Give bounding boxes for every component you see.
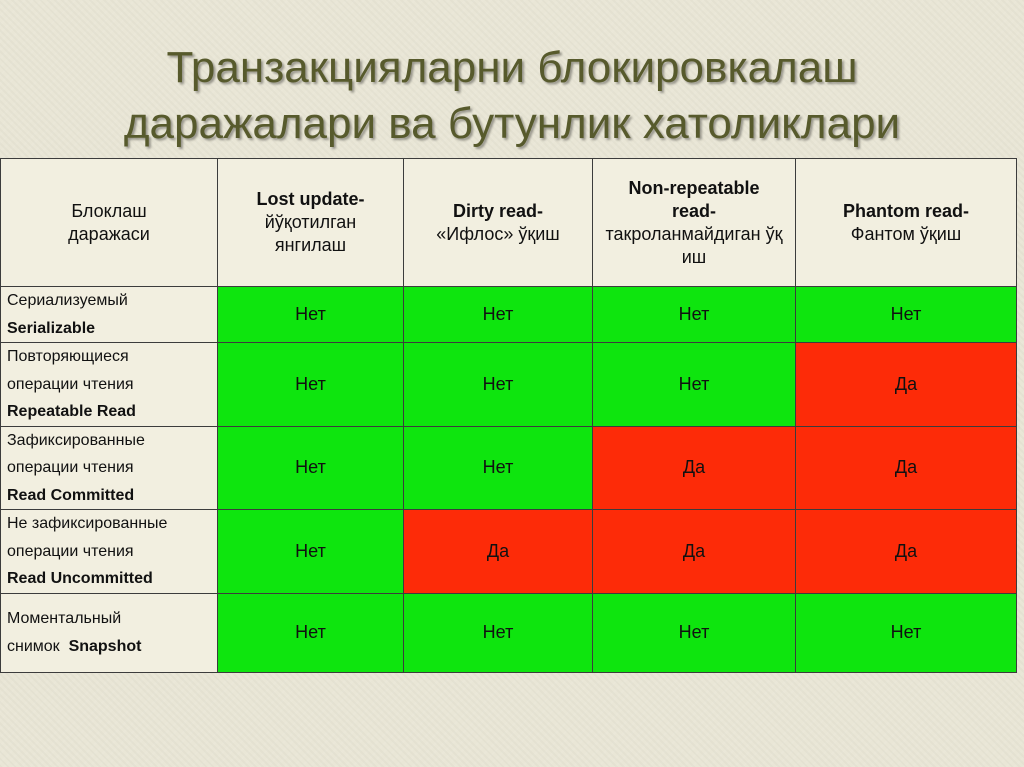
value-cell: Нет [593,593,796,672]
column-header-phantom-read [796,159,1017,287]
value-cell: Нет [796,593,1017,672]
row-label-en: Repeatable Read [7,403,136,420]
value-cell: Да [796,510,1017,594]
value-cell: Нет [404,343,593,427]
column-header-ru: такроланмайдиган ўқиш [605,223,783,267]
value-cell: Нет [404,593,593,672]
table-row-snapshot [1,593,1017,672]
row-label [1,510,218,594]
header-row [1,159,1017,287]
row-label-line: операции чтения [7,375,134,393]
row-label-en: Snapshot [68,637,142,655]
corner-line-1: Блоклаш [71,200,147,221]
value-cell: Да [796,426,1017,510]
slide-title [0,40,1024,152]
column-header-en: Phantom read- [842,200,970,221]
row-label-en: Read Committed [7,486,135,504]
value-cell: Да [796,343,1017,427]
table-row-serializable [1,287,1017,343]
column-header-en: Non-repeatable read- [628,177,760,221]
value-cell: Нет [404,426,593,510]
table-row-read-committed [1,426,1017,510]
title-line-2: даражалари ва бутунлик хатоликлари [123,99,901,148]
table-row-read-uncommitted [1,510,1017,594]
value-cell: Нет [218,426,404,510]
column-header-en: Lost update- [256,189,365,209]
row-label-line: Зафиксированные [7,431,145,449]
value-cell: Да [593,426,796,510]
value-cell: Нет [218,510,404,594]
row-label-line: Не зафиксированные [7,515,168,532]
row-label-line: Повторяющиеся [7,348,129,365]
row-label-line: Моментальный [7,610,122,627]
row-label-en: Serializable [7,319,96,337]
column-header-lost-update [218,159,404,287]
row-label-line: операции чтения [7,459,134,476]
column-header-ru: Фантом ўқиш [850,223,962,244]
column-header-en: Dirty read- [452,200,544,221]
value-cell: Нет [218,593,404,672]
column-header-dirty-read [404,159,593,287]
column-header-ru: йўқотилган янгилаш [264,212,357,255]
row-label [1,593,218,672]
row-label-line: Сериализуемый [7,292,128,309]
row-label [1,287,218,343]
corner-line-2: даражаси [68,223,150,244]
row-label-en: Read Uncommitted [7,570,153,587]
value-cell: Нет [593,287,796,343]
title-line-1: Транзакцияларни блокировкалаш [166,43,858,92]
row-label [1,426,218,510]
value-cell: Да [404,510,593,594]
value-cell: Нет [593,343,796,427]
value-cell: Нет [218,343,404,427]
column-header-non-repeatable-read [593,159,796,287]
value-cell: Нет [404,287,593,343]
table-row-repeatable-read [1,343,1017,427]
row-label-line: операции чтения [7,542,134,560]
isolation-levels-table [0,158,1017,673]
value-cell: Да [593,510,796,594]
value-cell: Нет [796,287,1017,343]
value-cell: Нет [218,287,404,343]
row-label-inline: снимок [7,637,60,655]
column-header-ru: «Ифлос» ўқиш [436,223,560,244]
corner-header [1,159,218,287]
row-label [1,343,218,427]
